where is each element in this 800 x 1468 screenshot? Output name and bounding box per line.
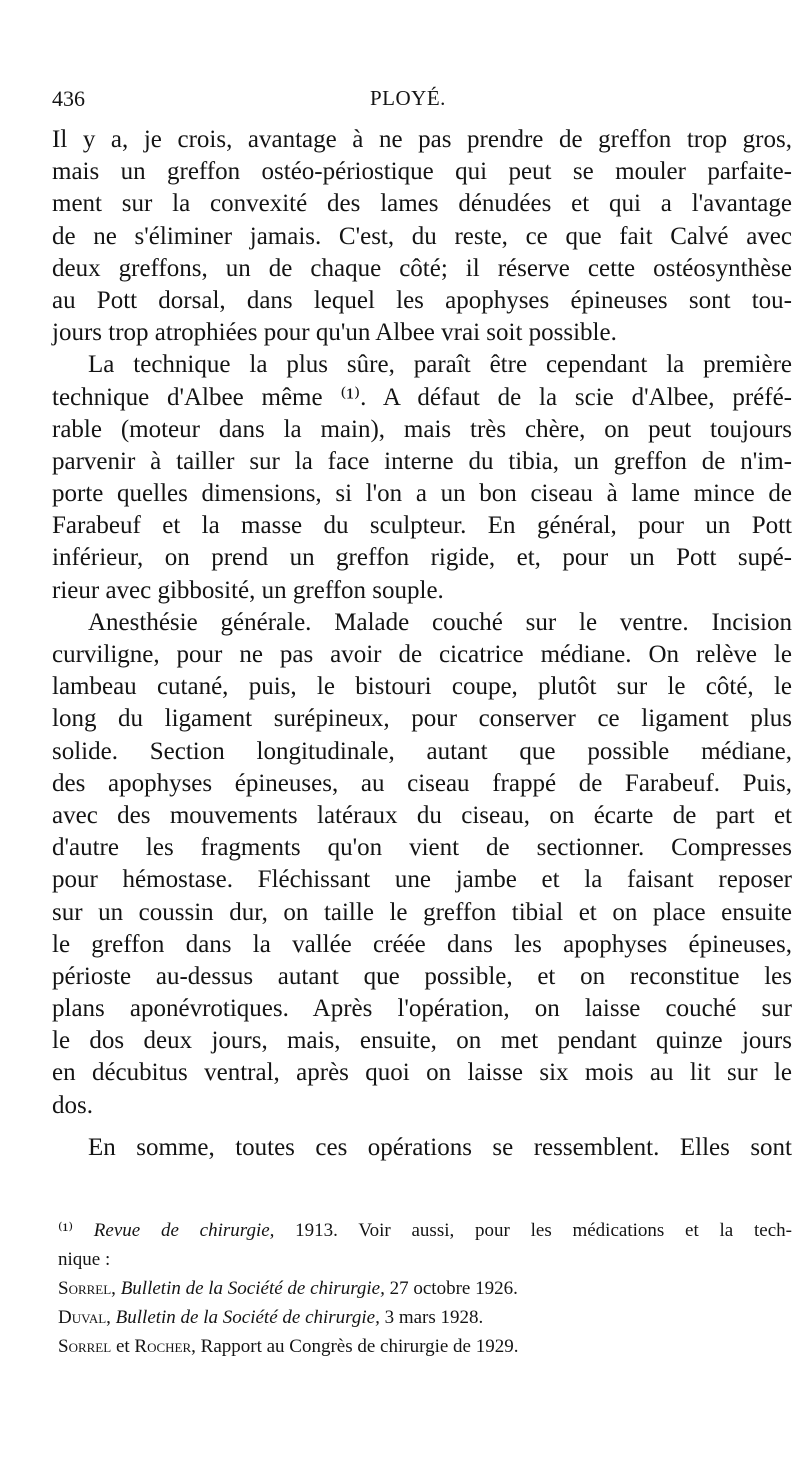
journal-title: Revue de chirurgie, xyxy=(93,1220,275,1241)
reference-date: 3 mars 1928. xyxy=(379,1307,484,1328)
text-line: ment sur la convexité des lames dénudées et qui a l'avantage xyxy=(52,190,792,218)
text-line: pour hémostase. Fléchissant une jambe et la faisant reposer xyxy=(52,866,792,894)
text-line: de ne s'éliminer jamais. C'est, du reste, ce que fait Calvé avec xyxy=(52,222,792,250)
body-text xyxy=(52,124,792,1164)
text-line: technique d'Albee même ⁽¹⁾. A défaut de la scie d'Albee, préfé- xyxy=(52,383,792,411)
footnote-marker: ⁽¹⁾ xyxy=(58,1220,74,1241)
text-line: rable (moteur dans la main), mais très chère, on peut toujours xyxy=(52,415,792,443)
text-line: En somme, toutes ces opérations se ressemblent. Elles sont xyxy=(88,1133,792,1161)
author-name: Sorrel xyxy=(58,1336,112,1357)
text-line: sur un coussin dur, on taille le greffon tibial et on place ensuite xyxy=(52,898,792,926)
text-line: long du ligament surépineux, pour conserver ce ligament plus xyxy=(52,705,792,733)
text-line: parvenir à tailler sur la face interne du tibia, un greffon de n'im- xyxy=(52,447,792,475)
conjunction: et xyxy=(111,1336,135,1357)
text-line: en décubitus ventral, après quoi on laisse six mois au lit sur le xyxy=(52,1059,792,1087)
text-line: mais un greffon ostéo-périostique qui peut se mouler parfaite- xyxy=(52,158,792,186)
text-line: Anesthésie générale. Malade couché sur le ventre. Incision xyxy=(88,608,792,636)
footnotes xyxy=(58,1216,792,1361)
author-name: Duval, xyxy=(58,1307,111,1328)
text-line: solide. Section longitudinale, autant que possible médiane, xyxy=(52,737,792,765)
text-line: Il y a, je crois, avantage à ne pas prendre de greffon trop gros, xyxy=(52,126,792,153)
text-line: d'autre les fragments qu'on vient de sectionner. Compresses xyxy=(52,834,792,862)
text-line: La technique la plus sûre, paraît être cependant la première xyxy=(88,351,792,379)
text-line: au Pott dorsal, dans lequel les apophyses épineuses sont tou- xyxy=(52,286,792,314)
journal-title: Bulletin de la Société de chirurgie, xyxy=(115,1278,385,1299)
text-line: le dos deux jours, mais, ensuite, on met pendant quinze jours xyxy=(52,1027,792,1055)
journal-title: Bulletin de la Société de chirurgie, xyxy=(110,1307,380,1328)
footnote-text: 1913. Voir aussi, pour les médications et la tech- xyxy=(274,1220,792,1241)
text-line: Farabeuf et la masse du sculpteur. En général, pour un Pott xyxy=(52,512,792,540)
text-line: curviligne, pour ne pas avoir de cicatrice médiane. On relève le xyxy=(52,641,792,668)
text-line: dos. xyxy=(52,1091,93,1119)
text-line: jours trop atrophiées pour qu'un Albee vrai soit possible. xyxy=(52,319,617,347)
text-line: plans aponévrotiques. Après l'opération, on laisse couché sur xyxy=(52,995,792,1023)
text-line: rieur avec gibbosité, un greffon souple. xyxy=(52,576,444,604)
reference-text: Rapport au Congrès de chirurgie de 1929. xyxy=(195,1336,519,1357)
text-line: deux greffons, un de chaque côté; il réserve cette ostéosynthèse xyxy=(52,254,792,282)
text-line: lambeau cutané, puis, le bistouri coupe, plutôt sur le côté, le xyxy=(52,673,792,701)
reference-1 xyxy=(58,1274,792,1303)
page-header xyxy=(52,86,760,116)
text-line: des apophyses épineuses, au ciseau frappé de Farabeuf. Puis, xyxy=(52,769,792,797)
text-line: avec des mouvements latéraux du ciseau, on écarte de part et xyxy=(52,801,792,829)
footnote-1 xyxy=(58,1216,792,1245)
text-line: périoste au-dessus autant que possible, et on reconstitue les xyxy=(52,962,792,990)
text-line: inférieur, on prend un greffon rigide, et, pour un Pott supé- xyxy=(52,544,792,572)
page-number: 436 xyxy=(52,86,85,111)
text-line: le greffon dans la vallée créée dans les apophyses épineuses, xyxy=(52,930,792,958)
reference-3 xyxy=(58,1332,792,1361)
footnote-continuation: nique : xyxy=(58,1249,111,1270)
running-head: PLOYÉ. xyxy=(370,86,446,110)
author-name: Rocher, xyxy=(134,1336,196,1357)
reference-2 xyxy=(58,1303,792,1332)
reference-date: 27 octobre 1926. xyxy=(384,1278,518,1299)
text-line: porte quelles dimensions, si l'on a un bon ciseau à lame mince de xyxy=(52,480,792,508)
author-name: Sorrel, xyxy=(58,1278,116,1299)
